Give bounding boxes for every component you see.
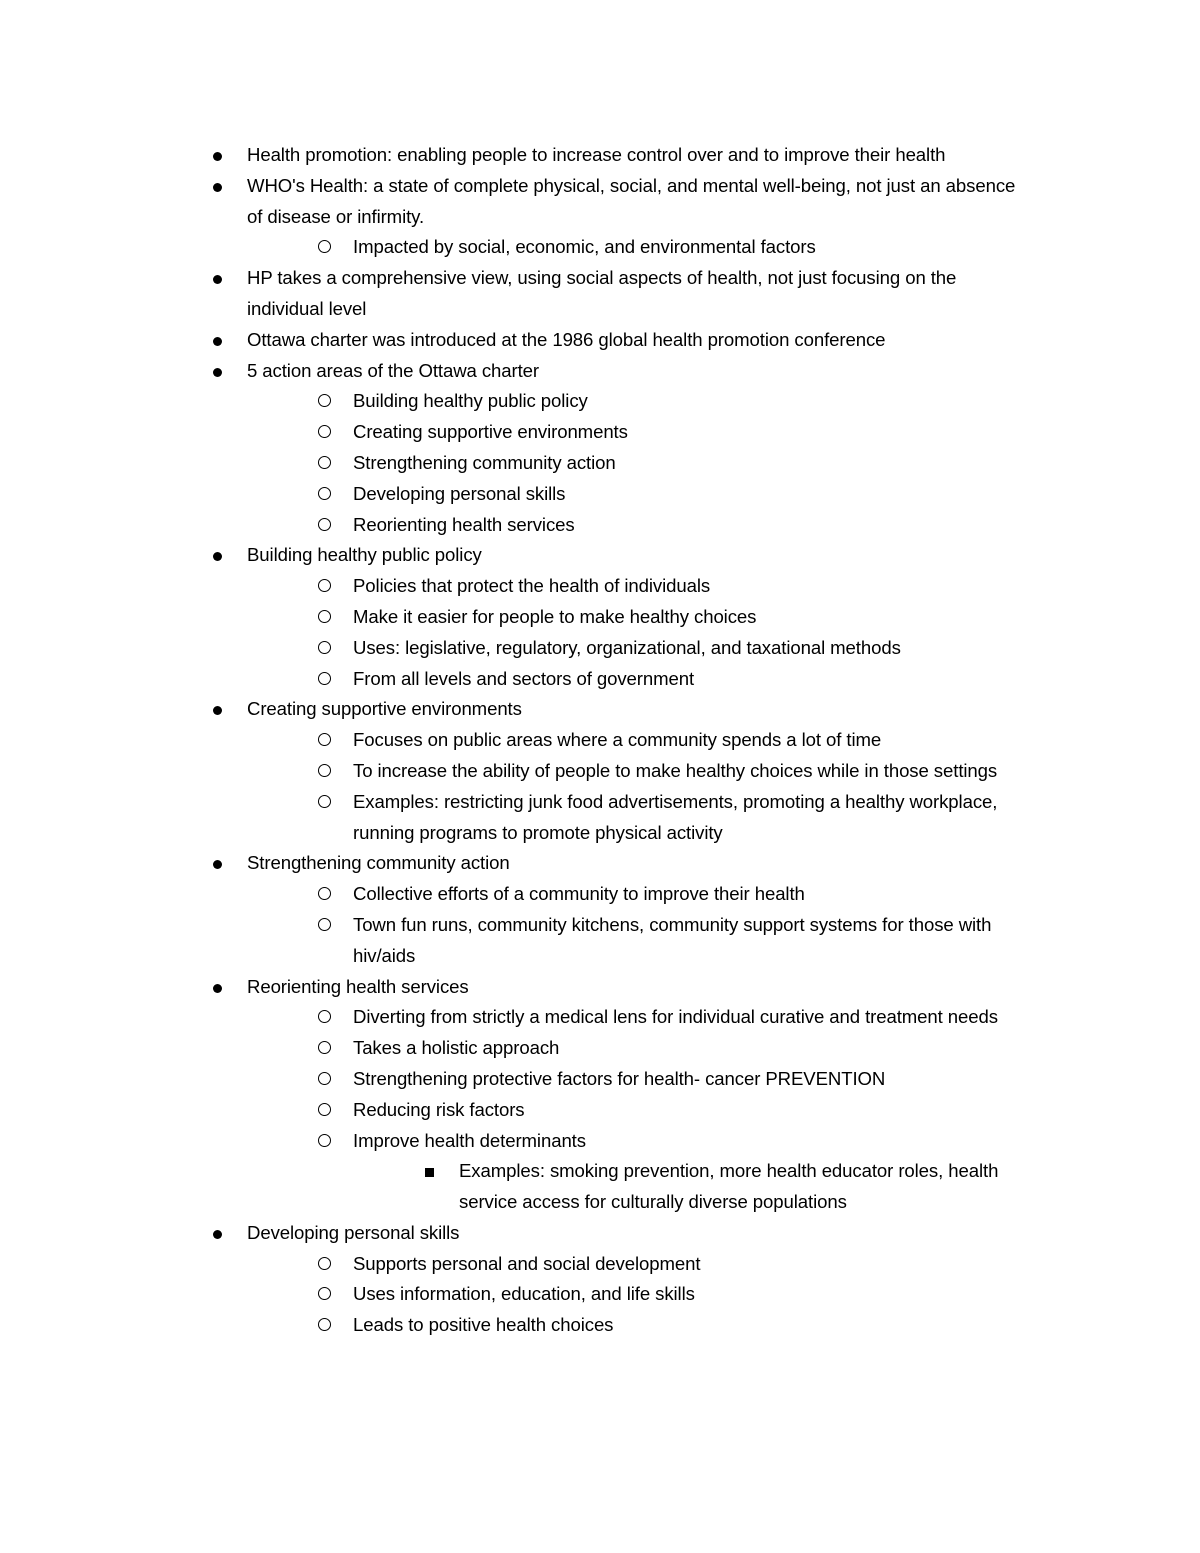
bullet-disc-icon <box>213 337 222 346</box>
list-item-level-2 <box>0 1033 1053 1064</box>
bullet-circle-icon <box>318 1257 331 1270</box>
list-item-text: Reorienting health services <box>247 975 469 997</box>
list-item-level-2 <box>0 1279 1053 1310</box>
list-item-level-2 <box>0 1064 1053 1095</box>
bullet-disc-icon <box>213 1230 222 1239</box>
list-item-level-2 <box>0 1249 1053 1280</box>
list-item-level-2 <box>0 1095 1053 1126</box>
list-item-level-2 <box>0 386 1053 417</box>
bullet-circle-icon <box>318 918 331 931</box>
list-item-text: Developing personal skills <box>247 1221 460 1243</box>
list-item-level-2 <box>0 510 1053 541</box>
list-item-text: Policies that protect the health of individuals <box>353 575 711 597</box>
bullet-circle-icon <box>318 518 331 531</box>
bullet-circle-icon <box>318 1103 331 1116</box>
list-item-text: From all levels and sectors of government <box>353 667 695 689</box>
list-item-level-2 <box>0 571 1053 602</box>
bullet-disc-icon <box>213 860 222 869</box>
list-item-text: Reducing risk factors <box>353 1098 525 1120</box>
bullet-circle-icon <box>318 240 331 253</box>
list-item-text: Supports personal and social development <box>353 1252 701 1274</box>
list-item-text: Uses: legislative, regulatory, organizational, and taxational methods <box>353 636 901 658</box>
bullet-disc-icon <box>213 984 222 993</box>
list-item-level-3 <box>0 1156 1059 1218</box>
list-item-level-2 <box>0 448 1053 479</box>
list-item-level-1 <box>0 325 1027 356</box>
list-item-text: Developing personal skills <box>353 482 566 504</box>
bullet-circle-icon <box>318 1041 331 1054</box>
bullet-square-icon <box>425 1168 434 1177</box>
bullet-circle-icon <box>318 1287 331 1300</box>
list-item-text: Leads to positive health choices <box>353 1314 614 1336</box>
list-item-level-2 <box>0 479 1053 510</box>
bullet-circle-icon <box>318 672 331 685</box>
bullet-circle-icon <box>318 394 331 407</box>
list-item-level-2 <box>0 910 1053 972</box>
bullet-circle-icon <box>318 1318 331 1331</box>
bullet-disc-icon <box>213 552 222 561</box>
list-item-text: Strengthening protective factors for health- cancer PREVENTION <box>353 1067 886 1089</box>
list-item-level-2 <box>0 1126 1053 1157</box>
list-item-text: Building healthy public policy <box>353 390 588 412</box>
bullet-list <box>0 140 1200 1341</box>
list-item-text: Focuses on public areas where a community spends a lot of time <box>353 729 882 751</box>
bullet-circle-icon <box>318 1072 331 1085</box>
bullet-circle-icon <box>318 887 331 900</box>
bullet-circle-icon <box>318 425 331 438</box>
list-item-level-1 <box>0 171 1027 233</box>
list-item-level-2 <box>0 1310 1053 1341</box>
list-item-level-1 <box>0 356 1027 387</box>
list-item-level-2 <box>0 756 1053 787</box>
bullet-circle-icon <box>318 641 331 654</box>
list-item-level-1 <box>0 972 1027 1003</box>
bullet-disc-icon <box>213 706 222 715</box>
list-item-text: Make it easier for people to make healthy choices <box>353 605 757 627</box>
list-item-text: Ottawa charter was introduced at the 1986 global health promotion conference <box>247 328 886 350</box>
list-item-level-2 <box>0 633 1053 664</box>
bullet-circle-icon <box>318 1010 331 1023</box>
bullet-circle-icon <box>318 795 331 808</box>
bullet-circle-icon <box>318 579 331 592</box>
list-item-text: Improve health determinants <box>353 1129 586 1151</box>
bullet-circle-icon <box>318 610 331 623</box>
list-item-level-1 <box>0 1218 1027 1249</box>
list-item-text: WHO's Health: a state of complete physical, social, and mental well-being, not just an absence of disease or infirmity. <box>247 174 1016 227</box>
list-item-level-2 <box>0 787 1053 849</box>
list-item-level-2 <box>0 879 1053 910</box>
bullet-circle-icon <box>318 764 331 777</box>
list-item-text: HP takes a comprehensive view, using social aspects of health, not just focusing on the individual level <box>247 267 957 319</box>
list-item-text: Creating supportive environments <box>353 421 628 443</box>
list-item-text: Takes a holistic approach <box>353 1037 560 1059</box>
list-item-text: Impacted by social, economic, and environmental factors <box>353 236 816 258</box>
list-item-text: Uses information, education, and life skills <box>353 1283 695 1305</box>
list-item-text: Strengthening community action <box>353 451 616 473</box>
bullet-circle-icon <box>318 1134 331 1147</box>
bullet-disc-icon <box>213 183 222 192</box>
list-item-text: To increase the ability of people to make healthy choices while in those settings <box>353 759 998 781</box>
bullet-circle-icon <box>318 733 331 746</box>
list-item-text: Creating supportive environments <box>247 698 522 720</box>
list-item-text: Reorienting health services <box>353 513 575 535</box>
bullet-circle-icon <box>318 487 331 500</box>
list-item-text: Strengthening community action <box>247 852 510 874</box>
list-item-level-2 <box>0 725 1053 756</box>
bullet-disc-icon <box>213 275 222 284</box>
list-item-text: Diverting from strictly a medical lens for individual curative and treatment needs <box>353 1006 998 1028</box>
bullet-disc-icon <box>213 152 222 161</box>
list-item-text: 5 action areas of the Ottawa charter <box>247 359 539 381</box>
list-item-text: Building healthy public policy <box>247 544 482 566</box>
bullet-circle-icon <box>318 456 331 469</box>
list-item-level-1 <box>0 140 1027 171</box>
bullet-disc-icon <box>213 368 222 377</box>
list-item-level-2 <box>0 232 1053 263</box>
list-item-level-1 <box>0 540 1027 571</box>
list-item-text: Examples: restricting junk food advertisements, promoting a healthy workplace, running programs to promote physical activity <box>353 790 998 843</box>
list-item-text: Town fun runs, community kitchens, community support systems for those with hiv/aids <box>353 913 992 966</box>
list-item-text: Collective efforts of a community to improve their health <box>353 883 805 905</box>
list-item-level-2 <box>0 1002 1053 1033</box>
list-item-level-2 <box>0 417 1053 448</box>
list-item-text: Examples: smoking prevention, more health educator roles, health service access for culturally diverse populations <box>459 1160 999 1213</box>
list-item-level-1 <box>0 694 1027 725</box>
list-item-text: Health promotion: enabling people to increase control over and to improve their health <box>247 144 946 165</box>
list-item-level-2 <box>0 602 1053 633</box>
list-item-level-1 <box>0 848 1027 879</box>
list-item-level-1 <box>0 263 1027 325</box>
list-item-level-2 <box>0 664 1053 695</box>
